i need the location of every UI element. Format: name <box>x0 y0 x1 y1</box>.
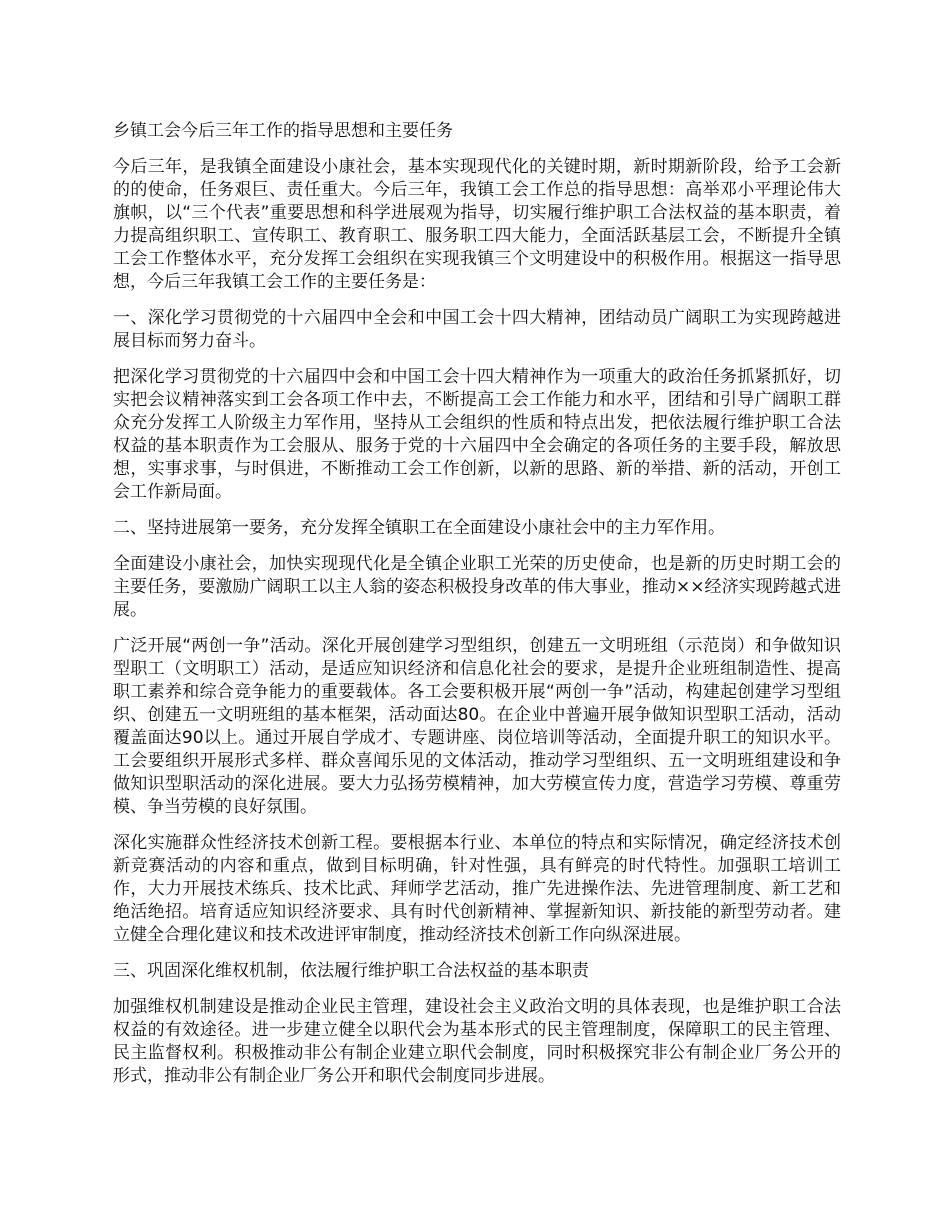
paragraph-section-2a: 全面建设小康社会，加快实现现代化是全镇企业职工光荣的历史使命，也是新的历史时期工会的主要任务，要激励广阔职工以主人翁的姿态积极投身改革的伟大事业，推动××经济实现跨越式进展。 <box>113 554 841 620</box>
section-heading-1: 一、深化学习贯彻党的十六届四中全会和中国工会十四大精神，团结动员广阔职工为实现跨越进展目标而努力奋斗。 <box>113 308 841 351</box>
section-heading-2: 二、坚持进展第一要务，充分发挥全镇职工在全面建设小康社会中的主力军作用。 <box>113 518 725 538</box>
section-heading-3: 三、巩固深化维权机制，依法履行维护职工合法权益的基本职责 <box>113 961 589 981</box>
paragraph-intro: 今后三年，是我镇全面建设小康社会，基本实现现代化的关键时期，新时期新阶段，给予工会新的的使命，任务艰巨、责任重大。今后三年，我镇工会工作总的指导思想：高举邓小平理论伟大旗帜，以“三个代表”重要思想和科学进展观为指导，切实履行维护职工合法权益的基本职责，着力提高组织职工、宣传职工、教育职工、服务职工四大能力，全面活跃基层工会，不断提升全镇工会工作整体水平，充分发挥工会组织在实现我镇三个文明建设中的积极作用。根据这一指导思想，今后三年我镇工会工作的主要任务是： <box>113 157 841 292</box>
document-page <box>113 120 841 1101</box>
paragraph-section-3: 加强维权机制建设是推动企业民主管理，建设社会主义政治文明的具体表现，也是维护职工合法权益的有效途径。进一步建立健全以职代会为基本形式的民主管理制度，保障职工的民主管理、民主监督权利。积极推动非公有制企业建立职代会制度，同时积极探究非公有制企业厂务公开的形式，推动非公有制企业厂务公开和职代会制度同步进展。 <box>113 997 841 1086</box>
paragraph-section-2c: 深化实施群众性经济技术创新工程。要根据本行业、本单位的特点和实际情况，确定经济技术创新竞赛活动的内容和重点，做到目标明确，针对性强，具有鲜亮的时代特性。加强职工培训工作，大力开展技术练兵、技术比武、拜师学艺活动，推广先进操作法、先进管理制度、新工艺和绝活绝招。培育适应知识经济要求、具有时代创新精神、掌握新知识、新技能的新型劳动者。建立健全合理化建议和技术改进评审制度，推动经济技术创新工作向纵深进展。 <box>113 833 841 945</box>
paragraph-section-1: 把深化学习贯彻党的十六届四中会和中国工会十四大精神作为一项重大的政治任务抓紧抓好，切实把会议精神落实到工会各项工作中去，不断提高工会工作能力和水平，团结和引导广阔职工群众充分发挥工人阶级主力军作用，坚持从工会组织的性质和特点出发，把依法履行维护职工合法权益的基本职责作为工会服从、服务于党的十六届四中全会确定的各项任务的主要手段，解放思想，实事求事，与时俱进，不断推动工会工作创新，以新的思路、新的举措、新的活动，开创工会工作新局面。 <box>113 367 841 502</box>
document-title: 乡镇工会今后三年工作的指导思想和主要任务 <box>113 121 453 141</box>
paragraph-section-2b: 广泛开展“两创一争”活动。深化开展创建学习型组织，创建五一文明班组（示范岗）和争做知识型职工（文明职工）活动，是适应知识经济和信息化社会的要求，是提升企业班组制造性、提高职工素养和综合竞争能力的重要载体。各工会要积极开展“两创一争”活动，构建起创建学习型组织、创建五一文明班组的基本框架，活动面达80。在企业中普遍开展争做知识型职工活动，活动覆盖面达90以上。通过开展自学成才、专题讲座、岗位培训等活动，全面提升职工的知识水平。工会要组织开展形式多样、群众喜闻乐见的文体活动，推动学习型组织、五一文明班组建设和争做知识型职活动的深化进展。要大力弘扬劳模精神，加大劳模宣传力度，营造学习劳模、尊重劳模、争当劳模的良好氛围。 <box>113 636 841 817</box>
